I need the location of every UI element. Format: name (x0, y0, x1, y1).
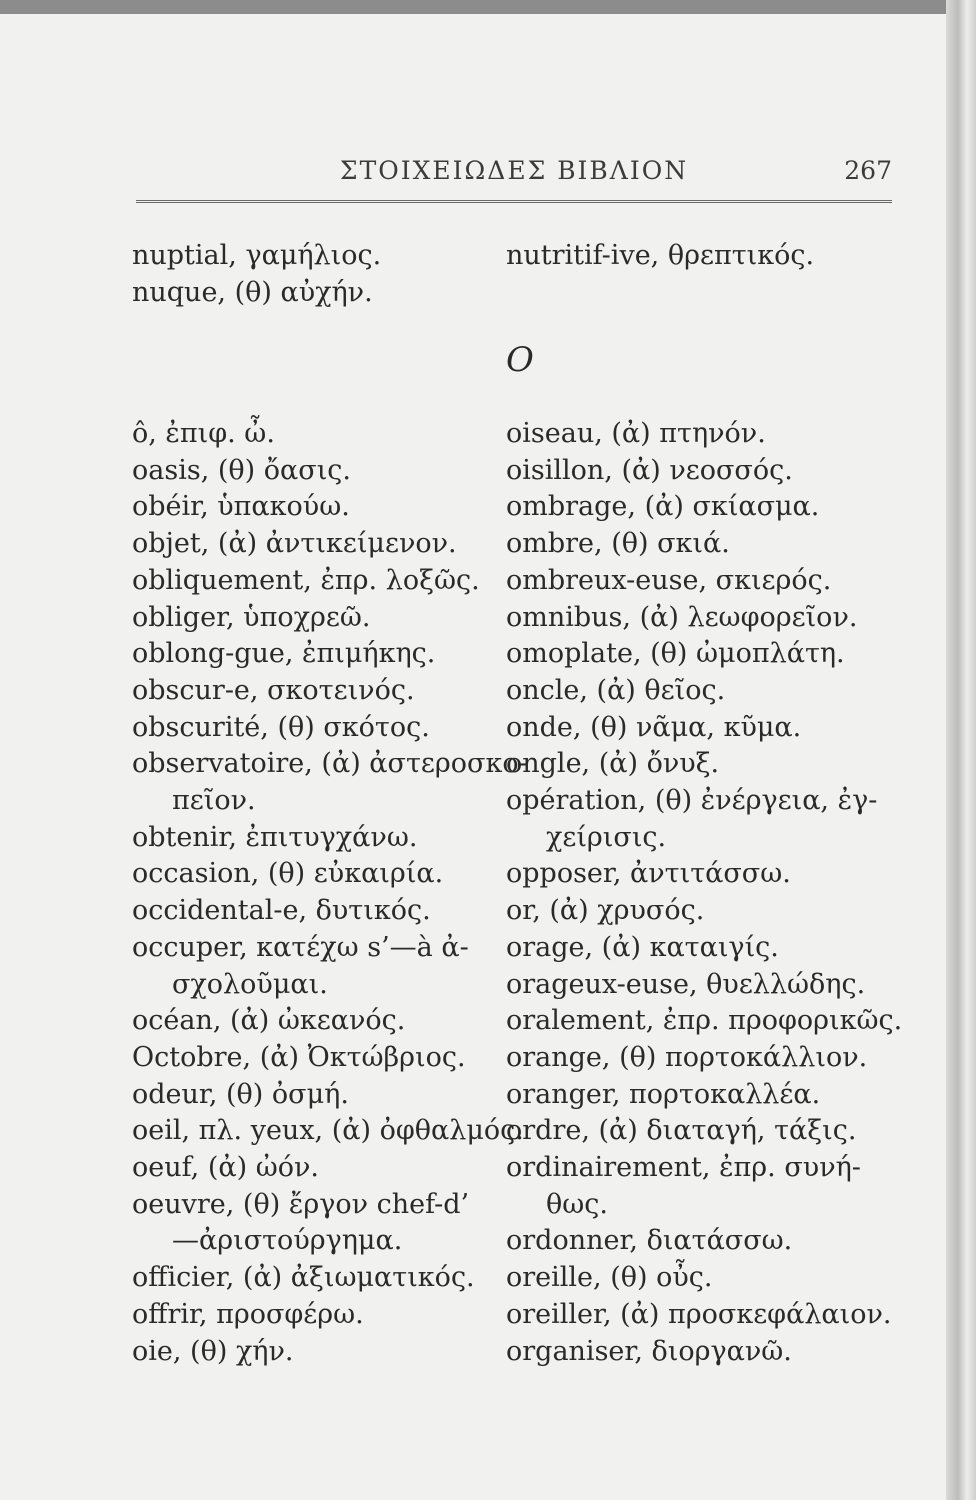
right-column (506, 416, 903, 1370)
dictionary-entry (506, 893, 886, 930)
entry-text: organiser, διοργανῶ. (506, 1335, 792, 1367)
dictionary-entry (506, 600, 886, 637)
dictionary-entry (132, 673, 498, 710)
entry-text: or, (ἀ) χρυσός. (506, 895, 705, 927)
entry-continuation: θως. (546, 1188, 608, 1220)
entry-text: ombre, (θ) σκιά. (506, 528, 730, 560)
entry-text: occuper, κατέχω s’—à ἀ- (132, 931, 469, 963)
dictionary-entry (132, 1150, 498, 1187)
entry-continuation: —ἀριστούργημα. (172, 1225, 403, 1257)
entry-text: ongle, (ἀ) ὄνυξ. (506, 748, 720, 780)
page-edge (946, 0, 976, 1500)
top-right-entries (506, 238, 886, 275)
running-header (136, 156, 892, 196)
dictionary-entry: nuque, (θ) αὐχήν. (132, 276, 373, 308)
dictionary-entry (506, 1223, 886, 1260)
entry-text: occidental-e, δυτικός. (132, 895, 431, 927)
running-title: ΣΤΟΙΧΕΙΩΔΕΣ ΒΙΒΛΙΟΝ (339, 156, 689, 185)
section-letter: O (506, 340, 534, 380)
entry-text: observatoire, (ἀ) ἀστεροσκο- (132, 748, 528, 780)
entry-text: ordinairement, ἐπρ. συνή- (506, 1152, 861, 1184)
entry-text: offrir, προσφέρω. (132, 1298, 364, 1330)
entry-text: orage, (ἀ) καταιγίς. (506, 931, 779, 963)
dictionary-entry (506, 783, 886, 856)
entry-text: ordre, (ἀ) διαταγή, τάξις. (506, 1115, 857, 1147)
dictionary-entry (506, 1003, 903, 1040)
dictionary-entry (506, 930, 886, 967)
entry-text: obscurité, (θ) σκότος. (132, 711, 430, 743)
entry-continuation: σχολοῦμαι. (172, 968, 328, 1000)
entry-text: oie, (θ) χήν. (132, 1335, 294, 1367)
dictionary-entry (506, 710, 886, 747)
entry-text: oeuvre, (θ) ἔργον chef-d’ (132, 1188, 470, 1220)
entry-text: opposer, ἀντιτάσσω. (506, 858, 791, 890)
entry-text: oncle, (ἀ) θεῖος. (506, 674, 726, 706)
entry-text: oisillon, (ἀ) νεοσσός. (506, 454, 793, 486)
entry-text: oreille, (θ) οὖς. (506, 1262, 713, 1294)
dictionary-entry (132, 1040, 498, 1077)
entry-continuation: χείρισις. (546, 821, 667, 853)
dictionary-entry (132, 526, 498, 563)
dictionary-entry (132, 820, 498, 857)
dictionary-entry (506, 746, 886, 783)
dictionary-entry (506, 526, 886, 563)
entry-continuation: πεῖον. (172, 785, 256, 817)
entry-text: onde, (θ) νᾶμα, κῦμα. (506, 711, 802, 743)
entry-text: oralement, ἐπρ. προφορικῶς. (506, 1005, 903, 1037)
entry-text: omnibus, (ἀ) λεωφορεῖον. (506, 601, 858, 633)
dictionary-entry (132, 930, 498, 1003)
dictionary-entry (506, 1077, 886, 1114)
entry-text: obliger, ὑποχρεῶ. (132, 601, 371, 633)
entry-text: omoplate, (θ) ὠμοπλάτη. (506, 638, 845, 670)
dictionary-entry (132, 893, 498, 930)
entry-text: obliquement, ἐπρ. λοξῶς. (132, 564, 480, 596)
entry-text: ombrage, (ἀ) σκίασμα. (506, 491, 820, 523)
dictionary-entry (132, 1260, 498, 1297)
dictionary-entry (506, 1113, 886, 1150)
dictionary-entry (132, 416, 498, 453)
entry-text: obéir, ὑπακούω. (132, 491, 350, 523)
dictionary-entry (506, 673, 886, 710)
entry-text: obscur-e, σκοτεινός. (132, 674, 415, 706)
entry-text: oasis, (θ) ὄασις. (132, 454, 351, 486)
dictionary-entry (132, 1297, 498, 1334)
dictionary-entry (132, 489, 498, 526)
top-left-entries (132, 238, 498, 311)
dictionary-entry (506, 967, 886, 1004)
entry-text: Octobre, (ἀ) Ὀκτώβριος. (132, 1041, 466, 1073)
dictionary-entry (132, 563, 498, 600)
dictionary-entry: nuptial, γαμήλιος. (132, 240, 382, 271)
entry-text: ordonner, διατάσσω. (506, 1225, 793, 1257)
left-column (132, 416, 528, 1370)
dictionary-entry (506, 416, 886, 453)
dictionary-entry (506, 1150, 886, 1223)
entry-text: ombreux-euse, σκιερός. (506, 564, 832, 596)
dictionary-entry (506, 1297, 892, 1334)
entry-text: oranger, πορτοκαλλέα. (506, 1078, 821, 1110)
entry-text: oeuf, (ἀ) ὠόν. (132, 1152, 319, 1184)
entry-text: océan, (ἀ) ὠκεανός. (132, 1005, 406, 1037)
page-number: 267 (844, 156, 892, 185)
entry-text: orageux-euse, θυελλώδης. (506, 968, 866, 1000)
dictionary-entry (506, 453, 886, 490)
entry-text: oblong-gue, ἐπιμήκης. (132, 638, 436, 670)
header-rule (136, 200, 892, 203)
entry-text: officier, (ἀ) ἀξιωματικός. (132, 1262, 475, 1294)
dictionary-entry (132, 453, 498, 490)
dictionary-entry (132, 1077, 498, 1114)
dictionary-entry (506, 1260, 886, 1297)
entry-text: objet, (ἀ) ἀντικείμενον. (132, 528, 457, 560)
dictionary-entry (132, 746, 528, 819)
entry-text: odeur, (θ) ὀσμή. (132, 1078, 349, 1110)
dictionary-entry (506, 856, 886, 893)
dictionary-entry (132, 1187, 498, 1260)
dictionary-entry (132, 856, 498, 893)
dictionary-entry (132, 600, 498, 637)
dictionary-entry (506, 1040, 886, 1077)
dictionary-entry (506, 1334, 886, 1371)
dictionary-entry (506, 636, 886, 673)
dictionary-entry (132, 1003, 498, 1040)
dictionary-entry (132, 1113, 524, 1150)
entry-text: orange, (θ) πορτοκάλλιον. (506, 1041, 868, 1073)
entry-text: oiseau, (ἀ) πτηνόν. (506, 418, 766, 449)
entry-text: ô, ἐπιφ. ὦ. (132, 418, 275, 449)
dictionary-entry (132, 1334, 498, 1371)
dictionary-entry: nutritif-ive, θρεπτικός. (506, 240, 815, 271)
entry-text: oeil, πλ. yeux, (ἀ) ὀφθαλμός. (132, 1115, 524, 1147)
entry-text: occasion, (θ) εὐκαιρία. (132, 858, 444, 890)
dictionary-entry (506, 489, 886, 526)
entry-text: opération, (θ) ἐνέργεια, ἐγ- (506, 785, 878, 817)
dictionary-entry (506, 563, 886, 600)
entry-text: oreiller, (ἀ) προσκεφάλαιον. (506, 1298, 892, 1330)
entry-text: obtenir, ἐπιτυγχάνω. (132, 821, 418, 853)
dictionary-entry (132, 636, 498, 673)
dictionary-entry (132, 710, 498, 747)
